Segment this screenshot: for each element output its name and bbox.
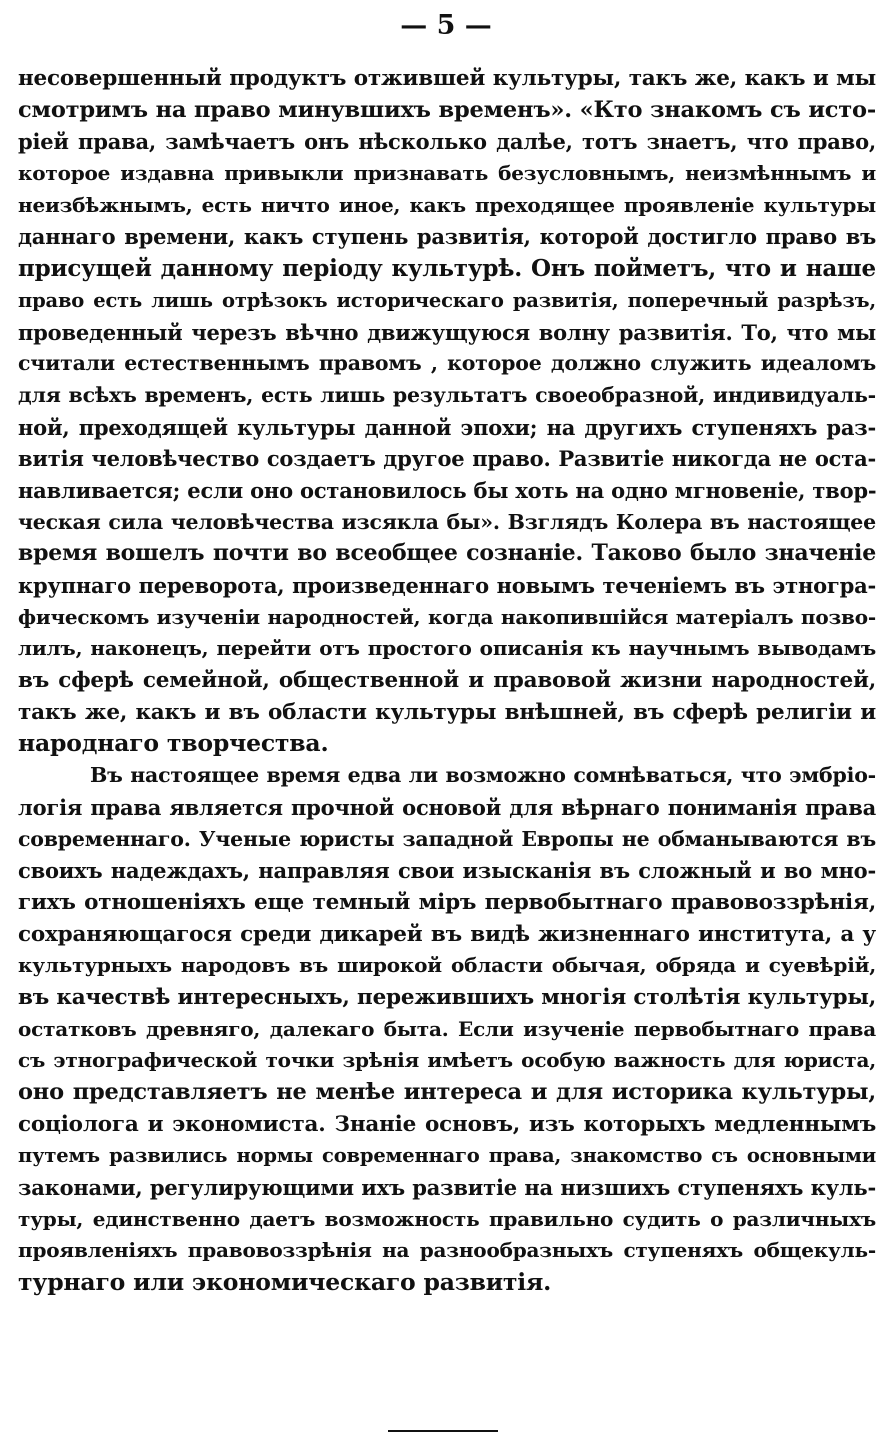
text-line: лилъ, наконецъ, перейти отъ простого описанія къ научнымъ выводамъ <box>18 636 876 661</box>
text-line: несовершенный продуктъ отжившей культуры, такъ же, какъ и мы <box>18 66 876 91</box>
text-line: смотримъ на право минувшихъ временъ». «Кто знакомъ съ исто- <box>18 96 876 123</box>
text-line: которое издавна привыкли признавать безусловнымъ, неизмѣннымъ и <box>18 161 876 186</box>
text-line: современнаго. Ученые юристы западной Европы не обманываются въ <box>18 826 876 851</box>
text-line: фическомъ изученіи народностей, когда накопившійся матеріалъ позво- <box>18 604 876 629</box>
text-line: витія человѣчество создаетъ другое право. Развитіе никогда не оста- <box>18 446 876 472</box>
text-line: остатковъ древняго, далекаго быта. Если изученіе первобытнаго права <box>18 1016 876 1041</box>
text-line: время вошелъ почти во всеобщее сознаніе. Таково было значеніе <box>18 540 876 567</box>
footer-rule <box>388 1430 498 1432</box>
text-line: въ качествѣ интересныхъ, пережившихъ многія столѣтія культуры, <box>18 984 876 1010</box>
text-line: турнаго или экономическаго развитія. <box>18 1268 552 1297</box>
text-line: навливается; если оно остановилось бы хоть на одно мгновеніе, твор- <box>18 477 876 503</box>
text-line: логія права является прочной основой для вѣрнаго пониманія права <box>18 794 876 820</box>
text-line: проведенный черезъ вѣчно движущуюся волну развитія. То, что мы <box>18 319 876 345</box>
text-line: право есть лишь отрѣзокъ историческаго развитія, поперечный разрѣзъ, <box>18 288 876 312</box>
page-number: — 5 — <box>400 10 492 41</box>
text-line: съ этнографической точки зрѣнія имѣетъ особую важность для юриста, <box>18 1048 876 1073</box>
text-line: путемъ развились нормы современнаго права, знакомство съ основными <box>18 1144 876 1168</box>
text-line: ріей права, замѣчаетъ онъ нѣсколько далѣе, тотъ знаетъ, что право, <box>18 129 876 155</box>
text-line: крупнаго переворота, произведеннаго новымъ теченіемъ въ этногра- <box>18 573 876 598</box>
text-line: Въ настоящее время едва ли возможно сомнѣваться, что эмбріо- <box>90 763 876 788</box>
text-line: соціолога и экономиста. Знаніе основъ, изъ которыхъ медленнымъ <box>18 1111 876 1137</box>
text-line: для всѣхъ временъ, есть лишь результатъ своеобразной, индивидуаль- <box>18 382 876 407</box>
text-line: законами, регулирующими ихъ развитіе на низшихъ ступеняхъ куль- <box>18 1175 876 1201</box>
text-line: даннаго времени, какъ ступень развитія, которой достигло право въ <box>18 224 876 250</box>
text-line: проявленіяхъ правовоззрѣнія на разнообразныхъ ступеняхъ общекуль- <box>18 1238 876 1263</box>
text-line: оно представляетъ не менѣе интереса и для историка культуры, <box>18 1079 876 1105</box>
paragraph-2 <box>18 760 876 1299</box>
text-line: туры, единственно даетъ возможность правильно судить о различныхъ <box>18 1206 876 1231</box>
text-line: культурныхъ народовъ въ широкой области обычая, обряда и суевѣрій, <box>18 953 876 978</box>
text-line: своихъ надеждахъ, направляя свои изысканія въ сложный и во мно- <box>18 858 876 884</box>
text-body <box>18 63 876 1299</box>
text-line: ной, преходящей культуры данной эпохи; на другихъ ступеняхъ раз- <box>18 414 876 440</box>
text-line: ческая сила человѣчества изсякла бы». Взглядъ Колера въ настоящее <box>18 509 876 534</box>
text-line: сохраняющагося среди дикарей въ видѣ жизненнаго института, а у <box>18 921 876 947</box>
text-line: въ сферѣ семейной, общественной и правовой жизни народностей, <box>18 668 876 694</box>
text-line: считали естественнымъ правомъ , которое должно служить идеаломъ <box>18 351 876 376</box>
text-line: неизбѣжнымъ, есть ничто иное, какъ преходящее проявленіе культуры <box>18 192 876 217</box>
text-line: народнаго творчества. <box>18 729 329 758</box>
text-line: гихъ отношеніяхъ еще темный міръ первобытнаго правовоззрѣнія, <box>18 889 876 915</box>
text-line: присущей данному періоду культурѣ. Онъ пойметъ, что и наше <box>18 255 876 283</box>
text-line: такъ же, какъ и въ области культуры внѣшней, въ сферѣ религіи и <box>18 699 876 725</box>
paragraph-1 <box>18 63 876 760</box>
